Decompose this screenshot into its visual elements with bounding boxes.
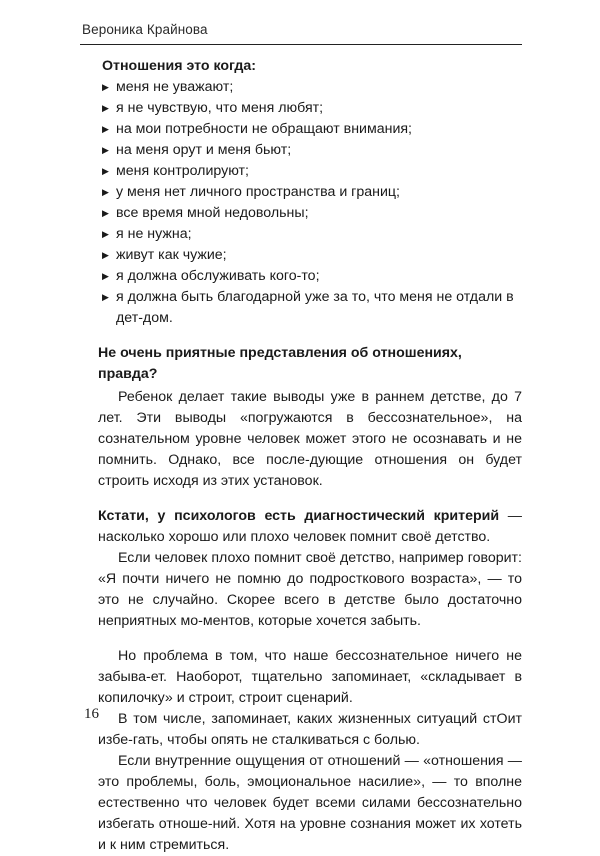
bullet-triangle-icon: ▶ (102, 103, 109, 113)
paragraph-intro: Ребенок делает такие выводы уже в раннем детстве, до 7 лет. Эти выводы «погружаются в бессознательное», на сознательном уровне человек может этого не осознавать и не помнить. Однако, все после-дующие отношения он будет строить исходя из этих установок. (98, 389, 522, 489)
list-item (98, 182, 522, 203)
bullet-triangle-icon: ▶ (102, 292, 109, 302)
list-item-text: меня не уважают; (116, 79, 234, 95)
paragraph-avoid-situations: В том числе, запоминает, каких жизненных ситуаций стОит избе-гать, чтобы опять не сталкиваться с болью. (98, 711, 522, 748)
bullet-triangle-icon: ▶ (102, 250, 109, 260)
list-item (98, 224, 522, 245)
list-item-text: на меня орут и меня бьют; (116, 142, 292, 158)
page-body (98, 56, 522, 856)
list-item (98, 119, 522, 140)
list-item-text: все время мной недовольны; (116, 205, 309, 221)
paragraph-avoid-relationships: Если внутренние ощущения от отношений — «отношения — это проблемы, боль, эмоциональное насилие», — то вполне естественно что человек будет всеми силами бессознательно избегать отноше-ний. Хотя на уровне сознания может их хотеть и к ним стремиться. (98, 753, 522, 853)
list-item-text: на мои потребности не обращают внимания; (116, 121, 412, 137)
criterion-rest: — насколько хорошо или плохо человек помнит своё детство. (98, 508, 522, 545)
bullet-triangle-icon: ▶ (102, 82, 109, 92)
paragraph-unconscious: Но проблема в том, что наше бессознательное ничего не забыва-ет. Наоборот, тщательно запоминает, «складывает в копилочку» и строит, строит сценарий. (98, 648, 522, 706)
list-item (98, 77, 522, 98)
header-rule (80, 44, 522, 45)
list-item (98, 203, 522, 224)
list-item (98, 140, 522, 161)
paragraph-childhood-memory: Если человек плохо помнит своё детство, например говорит: «Я почти ничего не помню до подросткового возраста», — то это не случайно. Скорее всего в детстве было достаточно неприятных мо-ментов, которые хочется забыть. (98, 550, 522, 629)
criterion-bold-lead: Кстати, у психологов есть диагностический критерий (98, 508, 500, 524)
list-item (98, 98, 522, 119)
list-item (98, 287, 522, 329)
list-item (98, 161, 522, 182)
bullet-triangle-icon: ▶ (102, 208, 109, 218)
bullet-triangle-icon: ▶ (102, 229, 109, 239)
page-number: 16 (84, 706, 99, 722)
list-item-text: у меня нет личного пространства и границ; (116, 184, 400, 200)
paragraph-criterion (98, 506, 522, 548)
list-item (98, 266, 522, 287)
list-item-text: живут как чужие; (116, 247, 227, 263)
list-item (98, 245, 522, 266)
list-heading: Отношения это когда: (102, 58, 257, 74)
list-item-text: я не чувствую, что меня любят; (116, 100, 324, 116)
list-item-text: я должна обслуживать кого-то; (116, 268, 320, 284)
running-header-author: Вероника Крайнова (82, 22, 208, 37)
list-item-text: я должна быть благодарной уже за то, что меня не отдали в дет-дом. (116, 289, 514, 326)
section-heading: Не очень приятные представления об отношениях, правда? (98, 345, 462, 382)
bullet-triangle-icon: ▶ (102, 166, 109, 176)
bullet-triangle-icon: ▶ (102, 187, 109, 197)
bullet-triangle-icon: ▶ (102, 145, 109, 155)
list-item-text: меня контролируют; (116, 163, 249, 179)
bullet-triangle-icon: ▶ (102, 271, 109, 281)
bullet-list (98, 77, 522, 329)
paragraph-spacer (98, 632, 522, 646)
list-item-text: я не нужна; (116, 226, 192, 242)
bullet-triangle-icon: ▶ (102, 124, 109, 134)
paragraph-spacer (98, 492, 522, 506)
